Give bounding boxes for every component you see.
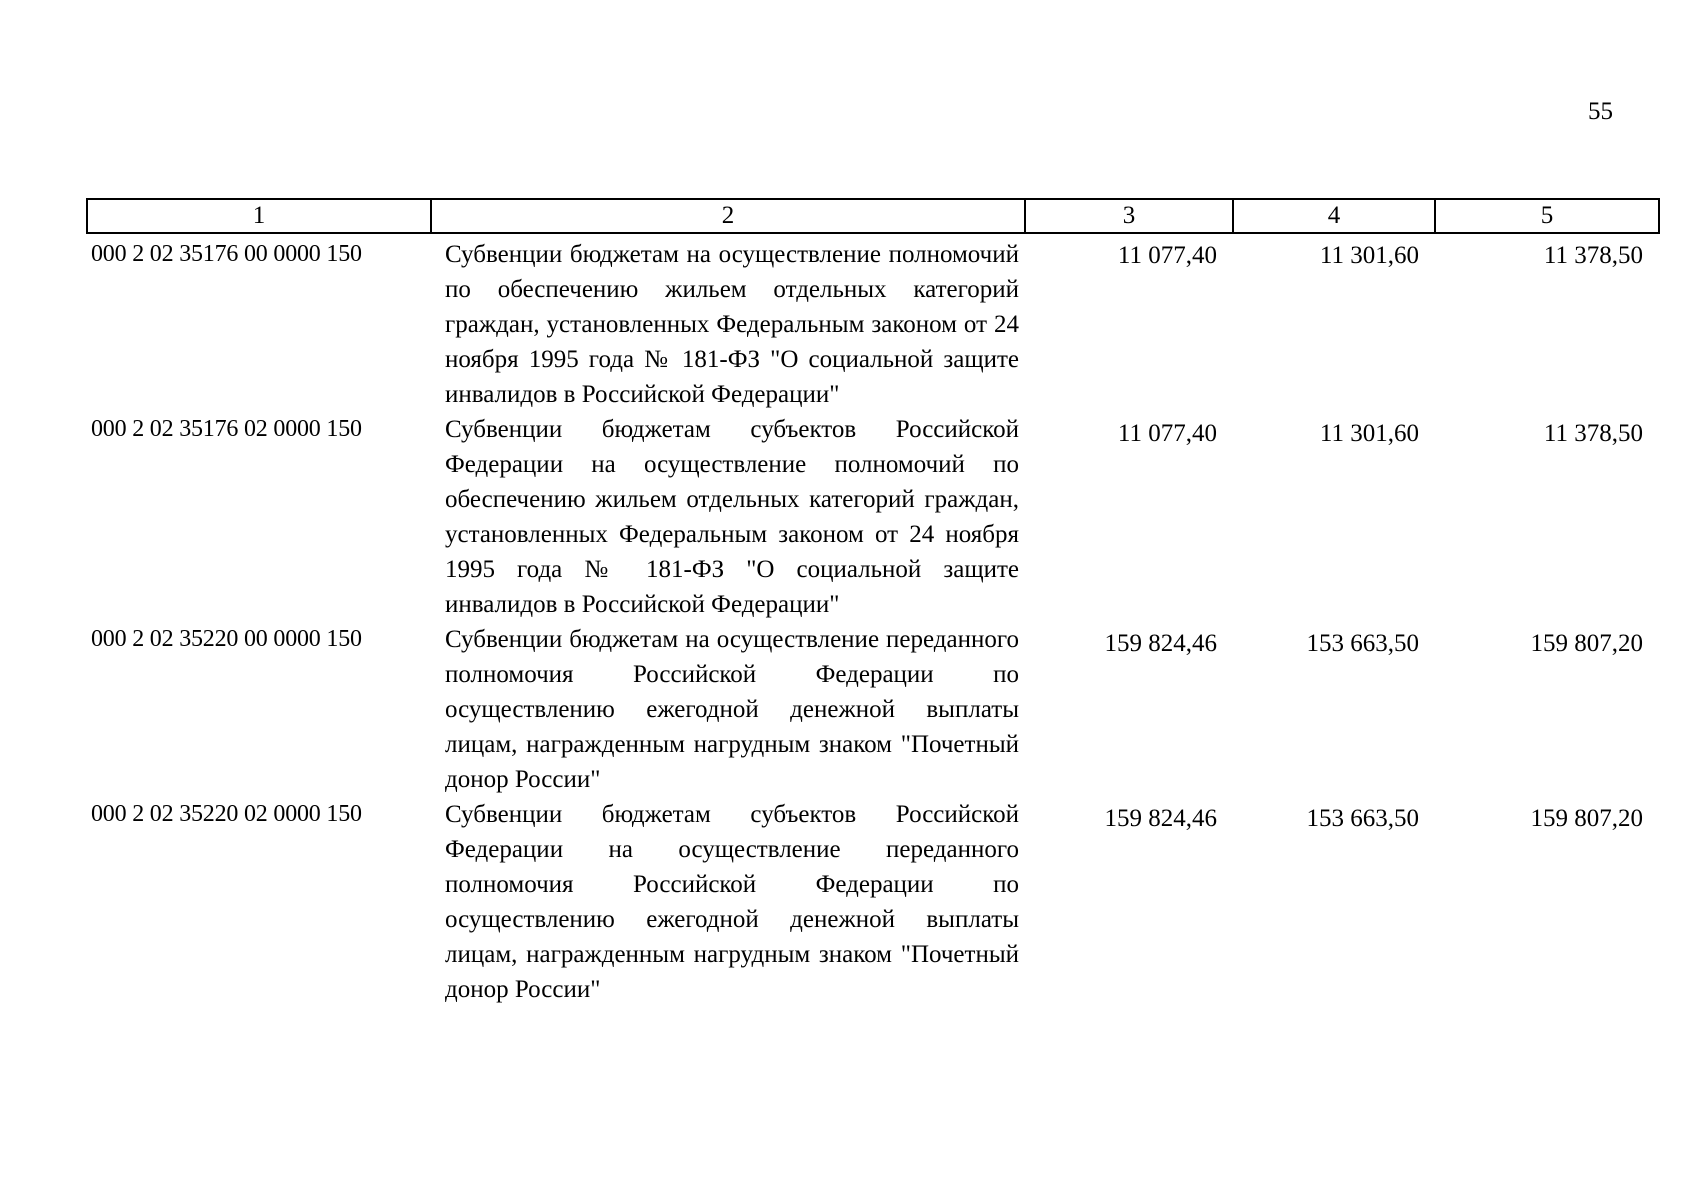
table-header-row (87, 199, 1659, 233)
amount-col4: 153 663,50 (1306, 805, 1419, 832)
budget-code: 000 2 02 35220 02 0000 150 (91, 801, 362, 827)
revenue-name: Субвенции бюджетам на осуществление переданного полномочия Российской Федерации по осуществлению ежегодной денежной выплаты лицам, награжденным нагрудным знаком "Почетный донор России" (445, 626, 1019, 793)
budget-code: 000 2 02 35176 00 0000 150 (91, 241, 362, 267)
amount-col3: 159 824,46 (1104, 630, 1217, 657)
budget-code: 000 2 02 35176 02 0000 150 (91, 416, 362, 442)
amount-col3: 11 077,40 (1117, 242, 1217, 269)
page-number: 55 (1588, 98, 1613, 125)
column-header-4: 4 (1233, 199, 1435, 233)
table-row (87, 412, 1659, 622)
budget-code: 000 2 02 35220 00 0000 150 (91, 626, 362, 652)
amount-col5: 11 378,50 (1543, 242, 1643, 269)
amount-col4: 11 301,60 (1319, 420, 1419, 447)
amount-col3: 11 077,40 (1117, 420, 1217, 447)
amount-col5: 159 807,20 (1530, 805, 1643, 832)
revenue-name: Субвенции бюджетам субъектов Российской Федерации на осуществление полномочий по обеспечению жильем отдельных категорий граждан, установленных Федеральным законом от 24 ноября 1995 года № 181-ФЗ "О социальной защите инвалидов в Российской Федерации" (445, 416, 1019, 618)
amount-col4: 11 301,60 (1319, 242, 1419, 269)
column-header-3: 3 (1025, 199, 1233, 233)
revenue-name: Субвенции бюджетам субъектов Российской Федерации на осуществление переданного полномочия Российской Федерации по осуществлению ежегодной денежной выплаты лицам, награжденным нагрудным знаком "Почетный донор России" (445, 801, 1019, 1003)
table-row (87, 233, 1659, 412)
column-header-2: 2 (431, 199, 1025, 233)
budget-table (86, 198, 1660, 1007)
table-row (87, 622, 1659, 797)
table-row (87, 797, 1659, 1007)
amount-col4: 153 663,50 (1306, 630, 1419, 657)
revenue-name: Субвенции бюджетам на осуществление полномочий по обеспечению жильем отдельных категорий граждан, установленных Федеральным законом от 24 ноября 1995 года № 181-ФЗ "О социальной защите инвалидов в Российской Федерации" (445, 241, 1019, 408)
column-header-1: 1 (87, 199, 431, 233)
amount-col3: 159 824,46 (1104, 805, 1217, 832)
amount-col5: 11 378,50 (1543, 420, 1643, 447)
amount-col5: 159 807,20 (1530, 630, 1643, 657)
column-header-5: 5 (1435, 199, 1659, 233)
